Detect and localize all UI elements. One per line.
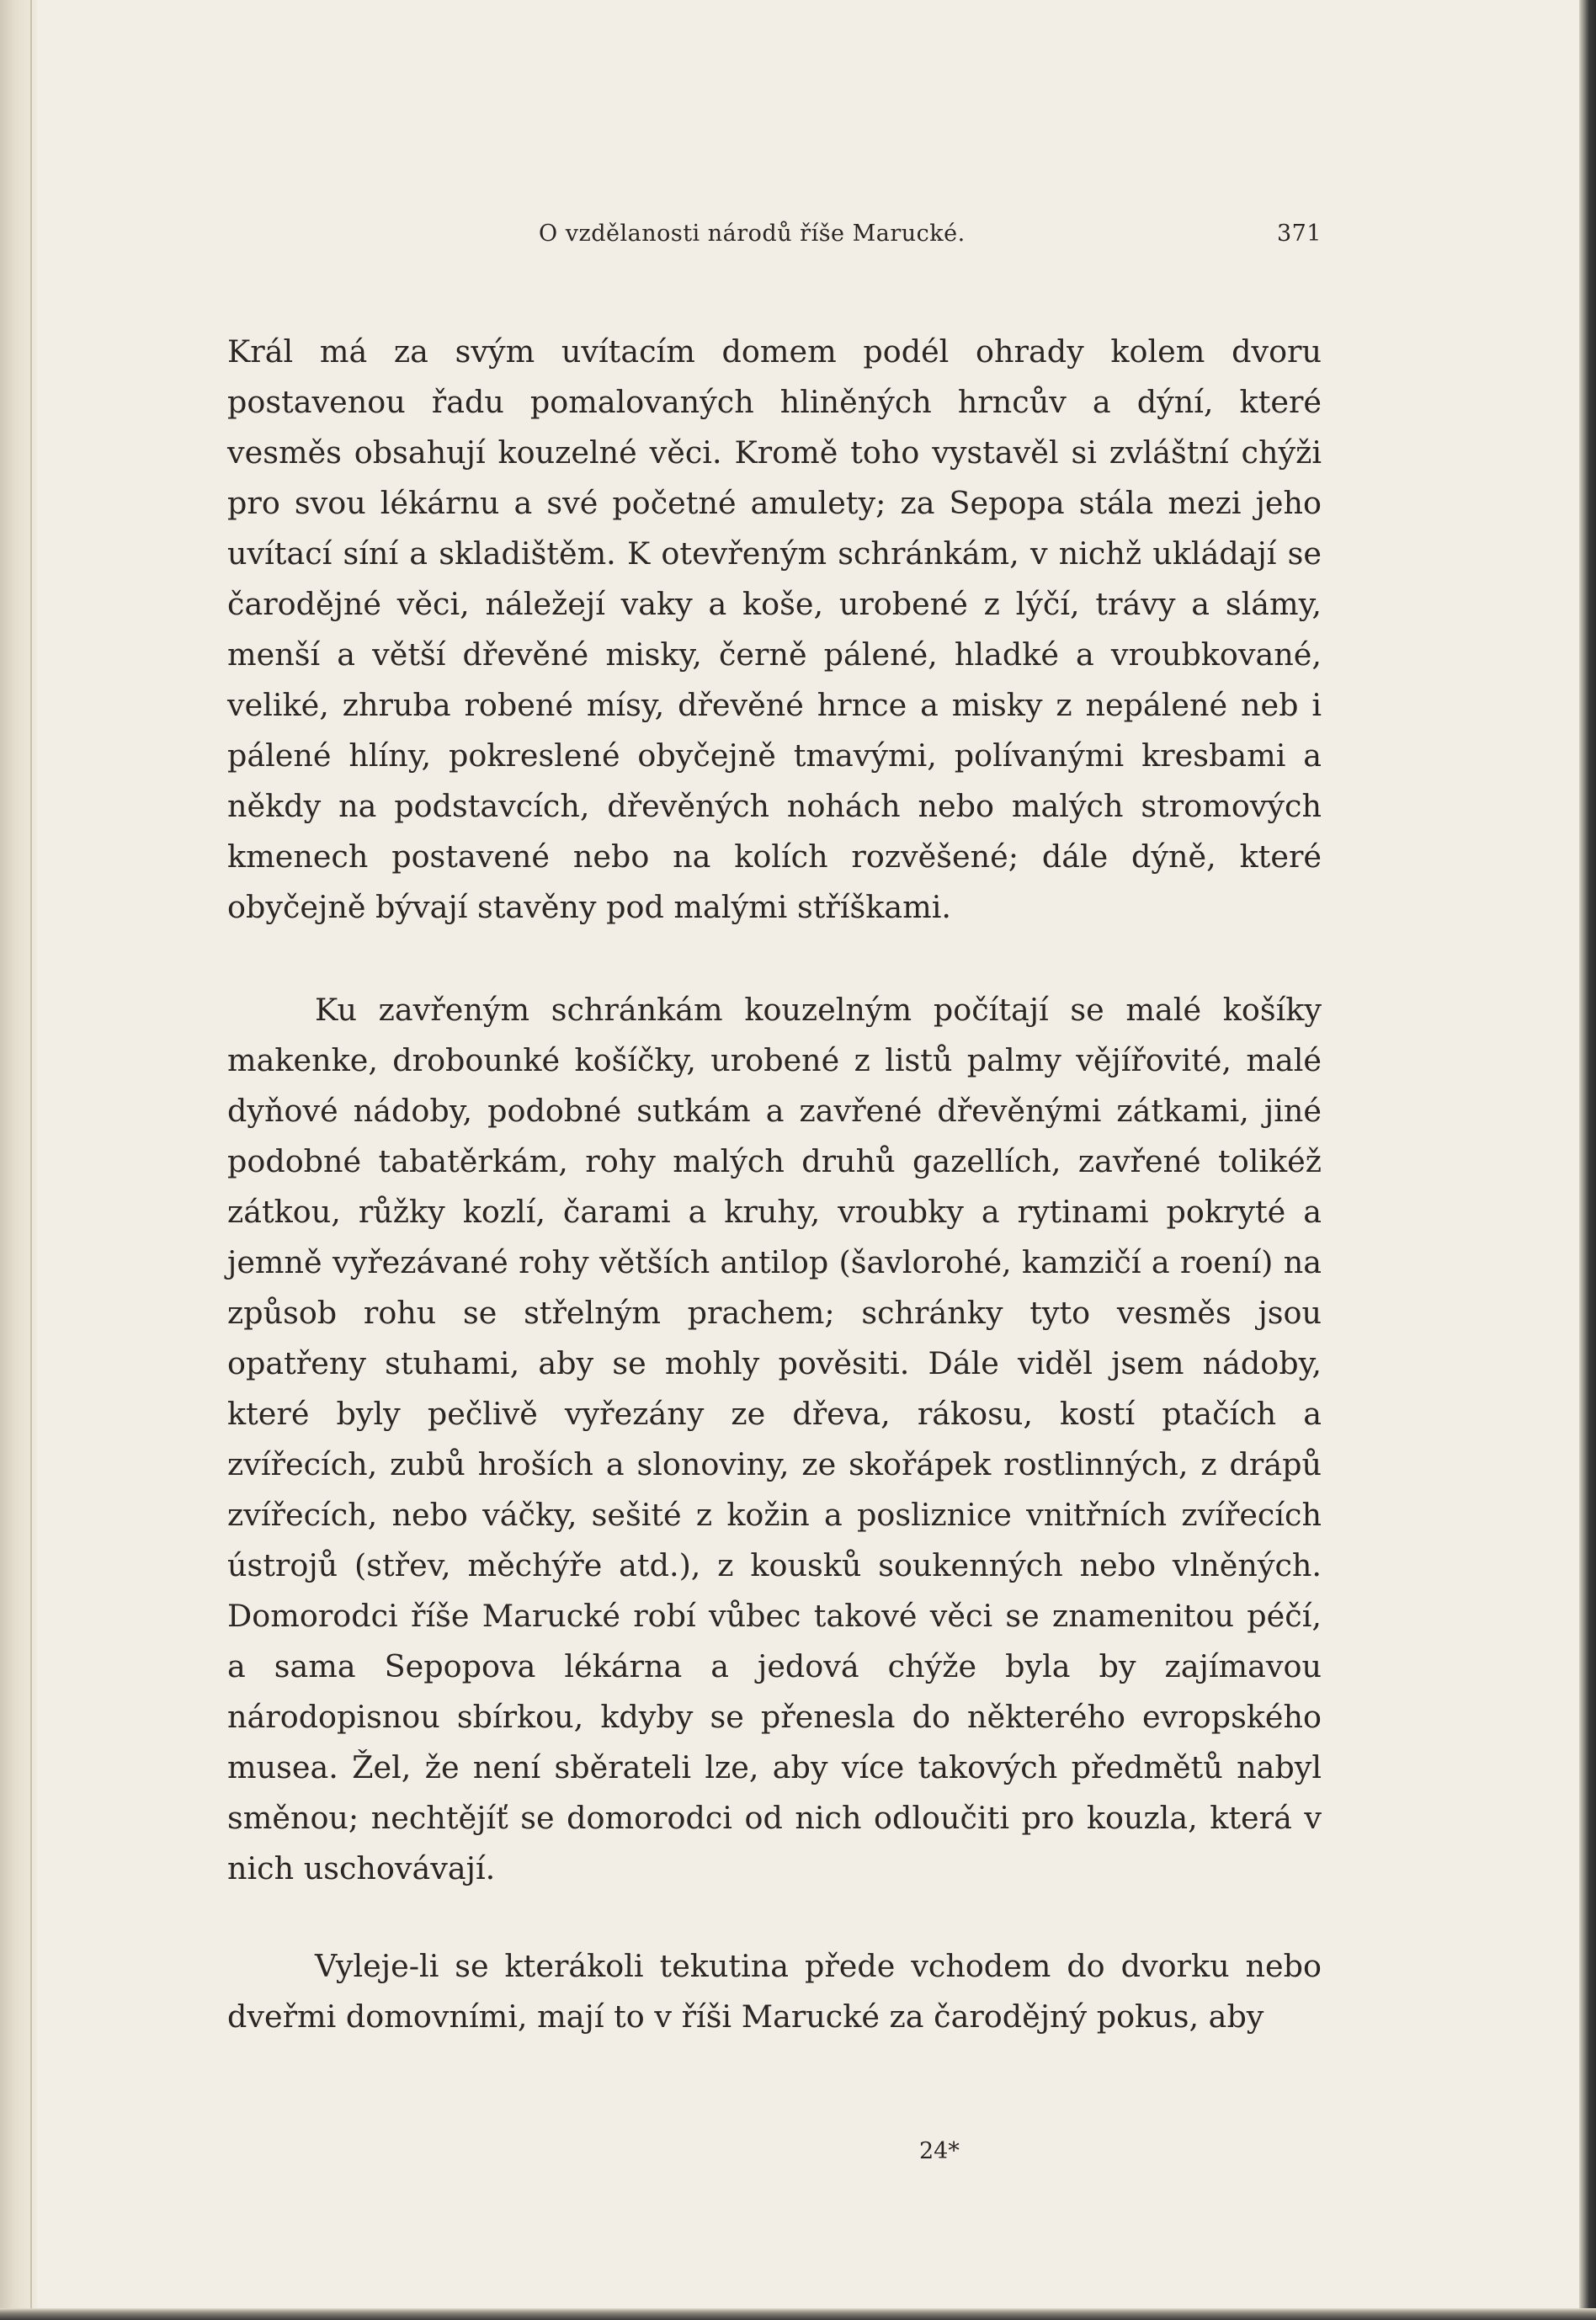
- paragraph-3: Vyleje-li se kterákoli tekutina přede vchodem do dvorku nebo dveřmi domovními, mají to v říši Marucké za čarodějný pokus, aby: [227, 1948, 1322, 2035]
- paragraph-1: Král má za svým uvítacím domem podél ohrady kolem dvoru postavenou řadu pomalovaných hliněných hrncův a dýní, které vesměs obsahují kouzelné věci. Kromě toho vystavěl si zvláštní chýži pro svou lékárnu a své početné amulety; za Sepopa stála mezi jeho uvítací síní a skladištěm. K otevřeným schránkám, v nichž ukládají se čarodějné věci, náležejí vaky a koše, urobené z lýčí, trávy a slámy, menší a větší dřevěné misky, černě pálené, hladké a vroubkované, veliké, zhruba robené mísy, dřevěné hrnce a misky z nepálené neb i pálené hlíny, pokreslené obyčejně tmavými, polívanými kresbami a někdy na podstavcích, dřevěných nohách nebo malých stromových kmenech postavené nebo na kolích rozvěšené; dále dýně, které obyčejně bývají stavěny pod malými stříškami.: [227, 333, 1322, 925]
- paragraph-2: Ku zavřeným schránkám kouzelným počítají se malé košíky makenke, drobounké košíčky, urobené z listů palmy vějířovité, malé dyňové nádoby, podobné sutkám a zavřené dřevěnými zátkami, jiné podobné tabatěrkám, rohy malých druhů gazellích, zavřené tolikéž zátkou, růžky kozlí, čarami a kruhy, vroubky a rytinami pokryté a jemně vyřezávané rohy větších antilop (šavlorohé, kamzičí a roení) na způsob rohu se střelným prachem; schránky tyto vesměs jsou opatřeny stuhami, aby se mohly pověsiti. Dále viděl jsem nádoby, které byly pečlivě vyřezány ze dřeva, rákosu, kostí ptačích a zvířecích, zubů hroších a slonoviny, ze skořápek rostlinných, z drápů zvířecích, nebo váčky, sešité z kožin a posliznice vnitřních zvířecích ústrojů (střev, měchýře atd.), z kousků soukenných nebo vlněných. Domorodci říše Marucké robí vůbec takové věci se znamenitou péčí, a sama Sepopova lékárna a jedová chýže byla by zajímavou národopisnou sbírkou, kdyby se přenesla do některého evropského musea. Žel, že není sběrateli lze, aby více takových předmětů nabyl směnou; nechtějíť se domorodci od nich odloučiti pro kouzla, která v nich uschovávají.: [227, 992, 1322, 1886]
- running-title: O vzdělanosti národů říše Marucké.: [539, 221, 966, 247]
- page-text-block: [227, 221, 1322, 2042]
- printer-signature-mark: 24*: [919, 2138, 960, 2164]
- running-head: [227, 221, 1322, 254]
- scan-border-right: [1579, 0, 1596, 2320]
- book-gutter: [0, 0, 37, 2320]
- scan-border-bottom: [0, 2308, 1596, 2320]
- page-number: 371: [1276, 221, 1322, 247]
